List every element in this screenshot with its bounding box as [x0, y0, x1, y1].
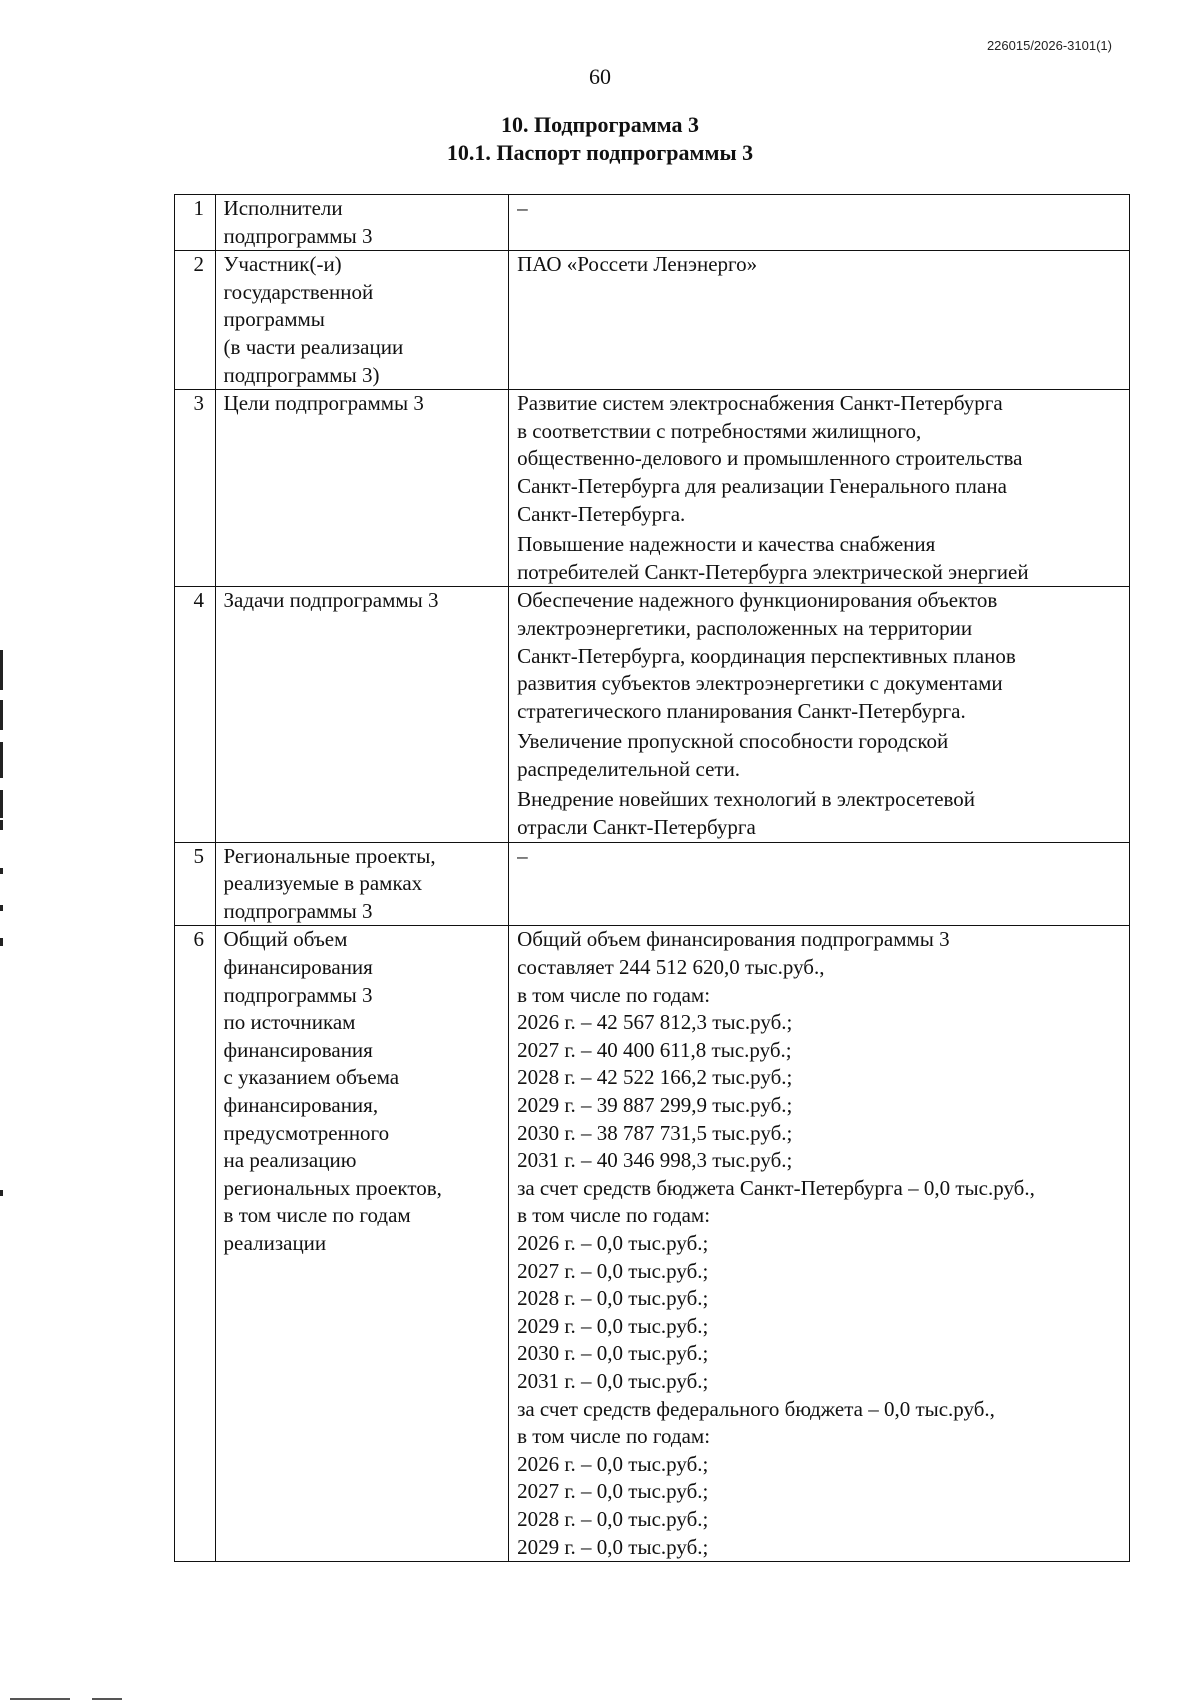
row-number: 2 — [175, 251, 216, 390]
row-label — [215, 842, 509, 926]
table-row — [175, 251, 1130, 390]
content-line: 2026 г. – 0,0 тыс.руб.; — [517, 1451, 709, 1476]
label-line: финансирования — [223, 1037, 373, 1062]
content-paragraph — [517, 786, 1129, 841]
row-number: 4 — [175, 587, 216, 842]
row-number: 6 — [175, 926, 216, 1562]
row-number: 5 — [175, 842, 216, 926]
label-line: Цели подпрограммы 3 — [223, 391, 424, 416]
content-line: Санкт-Петербурга, координация перспективных планов — [517, 643, 1016, 668]
content-paragraph — [517, 843, 1129, 871]
label-line: (в части реализации — [223, 334, 404, 359]
scan-footer-marks — [0, 1694, 1200, 1702]
content-line: 2027 г. – 0,0 тыс.руб.; — [517, 1479, 709, 1504]
content-line: в том числе по годам: — [517, 1203, 711, 1228]
content-line: в том числе по годам: — [517, 982, 711, 1007]
label-line: реализуемые в рамках — [223, 871, 423, 896]
scan-edge-marks — [0, 0, 6, 1702]
label-line: подпрограммы 3) — [223, 362, 380, 387]
content-paragraph — [517, 390, 1129, 528]
content-paragraph — [517, 926, 1129, 1561]
content-line: за счет средств бюджета Санкт-Петербурга – 0,0 тыс.руб., — [517, 1175, 1035, 1200]
table-row — [175, 842, 1130, 926]
row-label — [215, 390, 509, 587]
label-line: Региональные проекты, — [223, 843, 436, 868]
subsection-heading: 10.1. Паспорт подпрограммы 3 — [446, 140, 754, 165]
label-line: подпрограммы 3 — [223, 223, 373, 248]
content-line: 2030 г. – 0,0 тыс.руб.; — [517, 1341, 709, 1366]
content-line: Санкт-Петербурга. — [517, 501, 686, 526]
passport-table-body — [175, 195, 1130, 1562]
label-line: региональных проектов, — [223, 1175, 442, 1200]
row-content — [509, 842, 1130, 926]
content-line: 2029 г. – 39 887 299,9 тыс.руб.; — [517, 1093, 793, 1117]
content-line: Повышение надежности и качества снабжения — [517, 532, 936, 557]
label-line: с указанием объема — [223, 1065, 400, 1090]
content-line: 2029 г. – 0,0 тыс.руб.; — [517, 1534, 709, 1559]
content-line: – — [517, 196, 528, 220]
content-paragraph — [517, 531, 1129, 586]
content-line: Обеспечение надежного функционирования объектов — [517, 588, 998, 613]
row-label — [215, 251, 509, 390]
content-line: 2028 г. – 42 522 166,2 тыс.руб.; — [517, 1065, 793, 1090]
label-line: Исполнители — [223, 196, 343, 220]
row-content — [509, 195, 1130, 251]
content-line: 2027 г. – 40 400 611,8 тыс.руб.; — [517, 1037, 792, 1062]
document-registration-number: 226015/2026-3101(1) — [986, 38, 1112, 53]
content-line: 2027 г. – 0,0 тыс.руб.; — [517, 1258, 709, 1283]
section-heading: 10. Подпрограмма 3 — [500, 112, 700, 137]
label-line: подпрограммы 3 — [223, 898, 373, 923]
row-label — [215, 195, 509, 251]
content-paragraph — [517, 728, 1129, 783]
label-line: Задачи подпрограммы 3 — [223, 588, 439, 613]
label-line: в том числе по годам — [223, 1203, 411, 1228]
subprogram-passport-table — [174, 194, 1130, 1562]
row-content — [509, 926, 1130, 1562]
content-line: 2028 г. – 0,0 тыс.руб.; — [517, 1506, 709, 1531]
label-line: реализации — [223, 1230, 327, 1255]
label-line: Общий объем — [223, 927, 348, 952]
content-line: 2029 г. – 0,0 тыс.руб.; — [517, 1313, 709, 1338]
content-line: за счет средств федерального бюджета – 0,0 тыс.руб., — [517, 1396, 995, 1421]
row-number: 3 — [175, 390, 216, 587]
label-line: финансирования — [223, 955, 373, 980]
label-line: предусмотренного — [223, 1120, 390, 1145]
content-line: стратегического планирования Санкт-Петербурга. — [517, 698, 966, 723]
content-line: отрасли Санкт-Петербурга — [517, 815, 756, 840]
content-line: развития субъектов электроэнергетики с документами — [517, 671, 1003, 696]
page-number: 60 — [589, 64, 611, 89]
table-row — [175, 926, 1130, 1562]
content-line: общественно-делового и промышленного строительства — [517, 446, 1023, 471]
content-line: 2028 г. – 0,0 тыс.руб.; — [517, 1286, 709, 1311]
label-line: подпрограммы 3 — [223, 982, 373, 1007]
content-paragraph — [517, 587, 1129, 725]
content-line: Общий объем финансирования подпрограммы 3 — [517, 927, 950, 952]
row-number: 1 — [175, 195, 216, 251]
row-content — [509, 251, 1130, 390]
content-line: электроэнергетики, расположенных на территории — [517, 615, 973, 640]
table-row — [175, 195, 1130, 251]
table-row — [175, 587, 1130, 842]
content-line: Развитие систем электроснабжения Санкт-Петербурга — [517, 391, 1003, 416]
label-line: программы — [223, 307, 325, 332]
content-line: 2031 г. – 40 346 998,3 тыс.руб.; — [517, 1148, 793, 1173]
content-line: Внедрение новейших технологий в электросетевой — [517, 787, 976, 812]
content-line: в соответствии с потребностями жилищного, — [517, 418, 922, 443]
content-line: ПАО «Россети Ленэнерго» — [517, 252, 758, 277]
label-line: по источникам — [223, 1010, 356, 1035]
content-line: 2030 г. – 38 787 731,5 тыс.руб.; — [517, 1120, 793, 1145]
content-line: потребителей Санкт-Петербурга электрической энергией — [517, 559, 1029, 584]
label-line: финансирования, — [223, 1093, 379, 1117]
row-label — [215, 926, 509, 1562]
row-label — [215, 587, 509, 842]
content-line: 2031 г. – 0,0 тыс.руб.; — [517, 1368, 709, 1393]
content-line: распределительной сети. — [517, 756, 741, 781]
content-line: Увеличение пропускной способности городской — [517, 729, 949, 754]
label-line: на реализацию — [223, 1148, 357, 1173]
content-line: составляет 244 512 620,0 тыс.руб., — [517, 955, 825, 980]
label-line: Участник(-и) — [223, 252, 342, 277]
row-content — [509, 587, 1130, 842]
table-row — [175, 390, 1130, 587]
content-line: Санкт-Петербурга для реализации Генерального плана — [517, 473, 1007, 498]
content-line: 2026 г. – 0,0 тыс.руб.; — [517, 1230, 709, 1255]
content-paragraph — [517, 251, 1129, 279]
content-line: 2026 г. – 42 567 812,3 тыс.руб.; — [517, 1010, 793, 1035]
label-line: государственной — [223, 279, 374, 304]
content-line: – — [517, 843, 528, 868]
content-paragraph — [517, 195, 1129, 223]
row-content — [509, 390, 1130, 587]
content-line: в том числе по годам: — [517, 1424, 711, 1449]
